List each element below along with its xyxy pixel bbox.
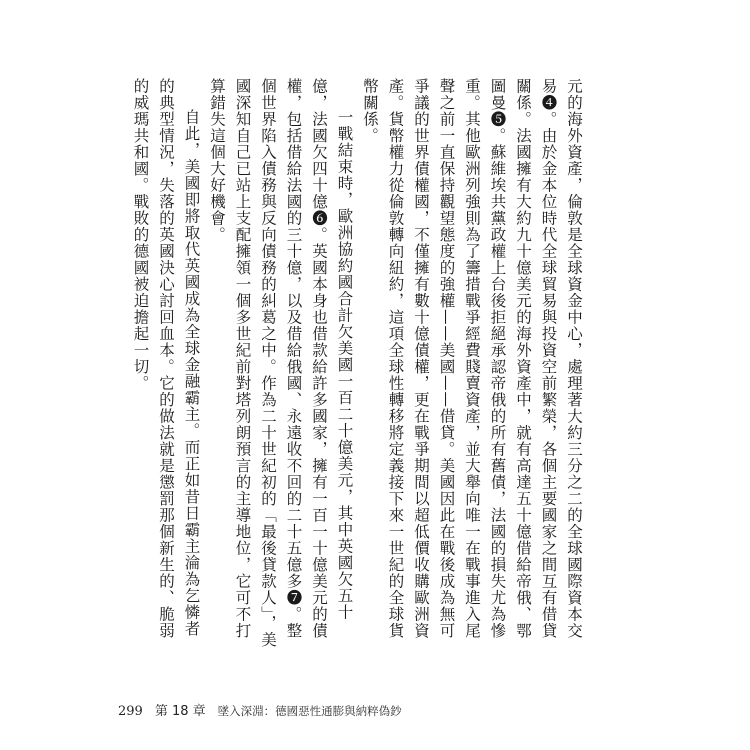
chapter-title: 墜入深淵：德國惡性通膨與納粹偽鈔 [217,704,402,718]
body-text [131,78,586,648]
page-number: 299 [118,704,143,719]
paragraph-3 [127,78,204,648]
paragraph-2-text: 一戰結束時，歐洲協約國合計欠美國一百二十億美元，其中英國欠五十億，法國欠四十億❻。英國本身也借款給許多國家，擁有一百一十億美元的債權，包括借給法國的三十億，以及借給俄國、永遠收不回的二十五億多❼。整個世界陷入債務與反向債務的糾葛之中。作為二十世紀初的「最後貸款人」，美國深知自己已站上支配擁領一個多世紀前對塔列朗預言的主導地位，它可不打算錯失這個大好機會。 [208,78,354,648]
paragraph-1: 元的海外資產，倫敦是全球資金中心，處理著大約三分之二的全球國際資本交易❹。由於金本位時代全球貿易與投資空前繁榮，各個主要國家之間互有借貸關係。法國擁有大約九十億美元的海外資產中，就有高達五十億借給帝俄、鄂圖曼❺。蘇維埃共黨政權上台後拒絕承認帝俄的所有舊債，法國的損失尤為慘重。其他歐洲列強則為了籌措戰爭經費賤賣資產，並大舉向唯一在戰事進入尾聲之前一直保持觀望態度的強權——美國——借貸。美國因此在戰後成為無可爭議的世界債權國，不僅擁有數十億債權，更在戰爭期間以超低價收購歐洲資產。貨幣權力從倫敦轉向紐約，這項全球性轉移將定義接下來一世紀的全球貨幣關係。 [361,78,583,639]
chapter-label: 第 18 章 [154,704,206,719]
paragraph-2 [204,78,357,648]
paragraph-3-text: 自此，美國即將取代英國成為全球金融霸主。而正如昔日霸主淪為乞憐者的典型情況，失落的英國決心討回血本。它的做法就是懲罰那個新生的、脆弱的威瑪共和國。戰敗的德國被迫擔起一切。 [131,78,201,639]
page-footer [118,700,402,719]
